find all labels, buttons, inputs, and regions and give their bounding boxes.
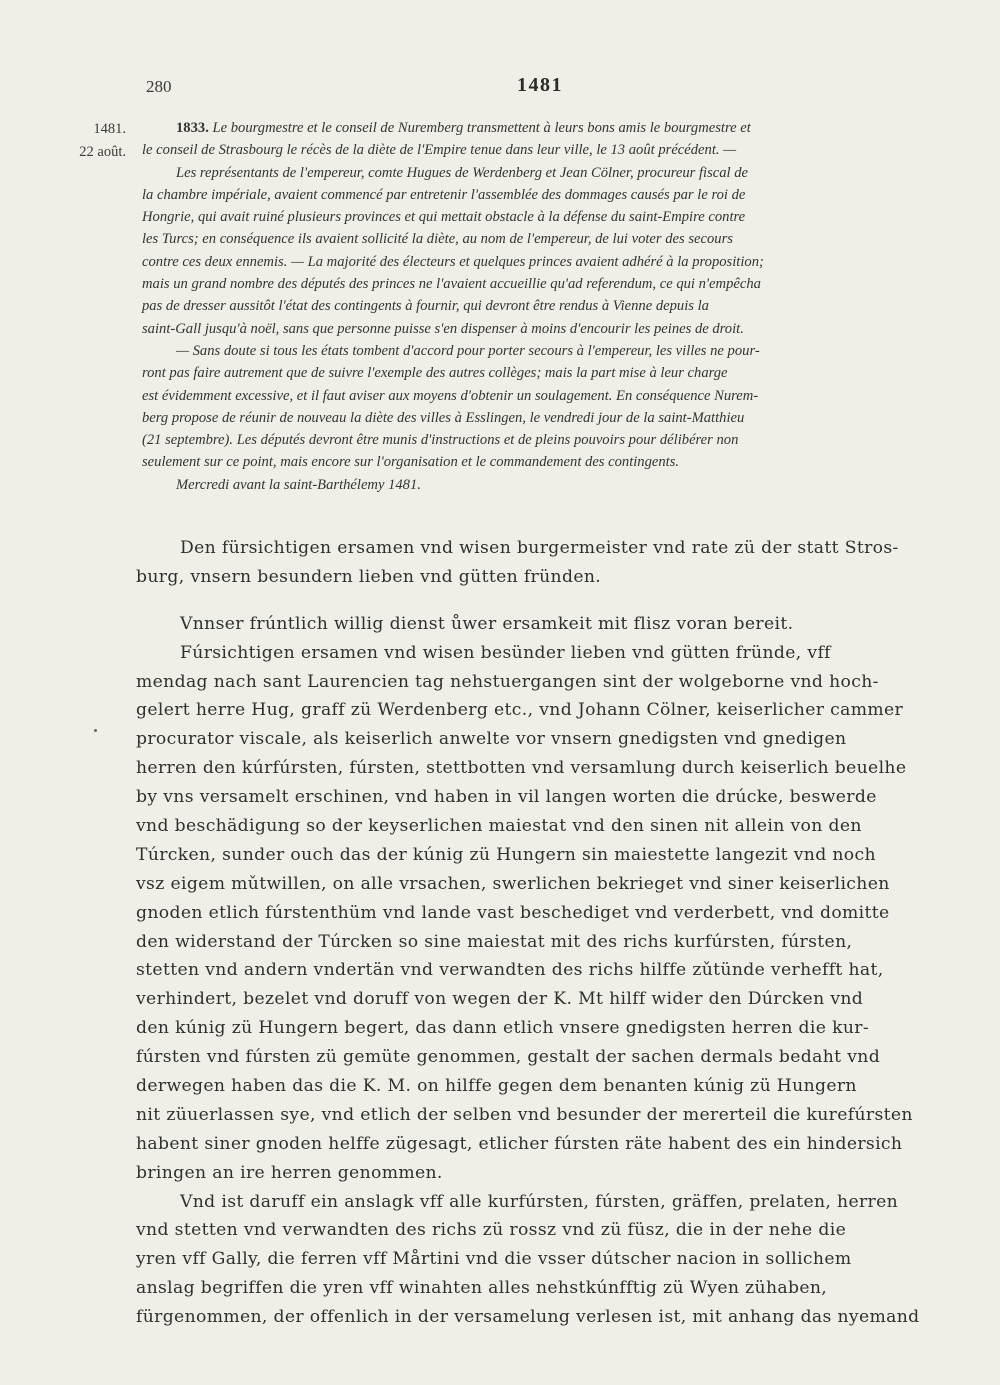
paragraph-line: gelert herre Hug, graff zü Werdenberg etc., vnd Johann Cölner, keiserlicher cammer <box>136 700 904 721</box>
paragraph-line: den kúnig zü Hungern begert, das dann etlich vnsere gnedigsten herren die kur- <box>136 1018 869 1039</box>
paragraph-line: Túrcken, sunder ouch das der kúnig zü Hungern sin maiestette langezit vnd noch <box>136 844 876 865</box>
summary-line <box>142 117 930 139</box>
summary-line: pas de dresser aussitôt l'état des contingents à fournir, qui devront être rendus à Vienne depuis la <box>142 298 709 315</box>
summary-line: mais un grand nombre des députés des princes ne l'avaient accueillie qu'ad referendum, ce qui n'empêcha <box>142 276 761 293</box>
margin-day: 22 août. <box>79 143 126 160</box>
summary-line: — Sans doute si tous les états tombent d'accord pour porter secours à l'empereur, les villes ne pour- <box>176 342 760 359</box>
paragraph-line: verhindert, bezelet vnd doruff von wegen der K. Mt hilff wider den Dúrcken vnd <box>136 989 864 1010</box>
summary-line: contre ces deux ennemis. — La majorité des électeurs et quelques princes avaient adhéré à la proposition; <box>142 253 764 270</box>
paragraph-line: procurator viscale, als keiserlich anwelte vor vnsern gnedigsten vnd gnedigen <box>136 729 847 750</box>
paragraph-line: fürgenommen, der offenlich in der versamelung verlesen ist, mit anhang das nyemand <box>136 1307 920 1328</box>
summary-line: Hongrie, qui avait ruiné plusieurs provinces et qui mettait obstacle à la défense du saint-Empire contre <box>142 209 746 226</box>
paragraph-line: gnoden etlich fúrstenthüm vnd lande vast beschediget vnd verderbett, vnd domitte <box>136 902 890 923</box>
paragraph-line: Fúrsichtigen ersamen vnd wisen besünder lieben vnd gütten fründe, vff <box>180 642 831 663</box>
paragraph-line: habent siner gnoden helffe zügesagt, etlicher fúrsten räte habent des ein hindersich <box>136 1133 903 1154</box>
margin-year: 1481. <box>93 121 126 137</box>
paragraph-line: fúrsten vnd fúrsten zü gemüte genommen, gestalt der sachen dermals bedaht vnd <box>136 1047 881 1068</box>
greeting-line: Vnnser frúntlich willig dienst ůwer ersamkeit mit flisz voran bereit. <box>180 613 794 634</box>
summary-line: saint-Gall jusqu'à noël, sans que personne puisse s'en dispenser à moins d'encourir les peines de droit. <box>142 320 744 337</box>
paragraph-line: nit züuerlassen sye, vnd etlich der selben vnd besunder der mererteil die kurefúrsten <box>136 1104 913 1125</box>
margin-date <box>58 118 126 163</box>
paragraph-line: bringen an ire herren genommen. <box>136 1162 443 1183</box>
summary-line: (21 septembre). Les députés devront être munis d'instructions et de pleins pouvoirs pour délibérer non <box>142 432 739 449</box>
paragraph-line: anslag begriffen die yren vff winahten alles nehstkúnfftig zü Wyen zühaben, <box>136 1278 828 1299</box>
summary-dateline: Mercredi avant la saint-Barthélemy 1481. <box>176 476 421 493</box>
summary-line: la chambre impériale, avaient commencé par entretenir l'assemblée des dommages causés par le roi de <box>142 186 746 203</box>
paragraph-line: stetten vnd andern vndertän vnd verwandten des richs hilffe zǔtünde verhefft hat, <box>136 960 884 981</box>
summary-line: le conseil de Strasbourg le récès de la diète de l'Empire tenue dans leur ville, le 13 août précédent. — <box>142 142 737 159</box>
summary-first-line: Le bourgmestre et le conseil de Nuremberg transmettent à leurs bons amis le bourgmestre et <box>212 120 751 136</box>
summary-line: Les représentants de l'empereur, comte Hugues de Werdenberg et Jean Cölner, procureur fiscal de <box>176 164 749 181</box>
page-number: 280 <box>146 77 172 96</box>
running-title: 1481 <box>517 74 563 96</box>
paragraph-line: vsz eigem mǔtwillen, on alle vrsachen, swerlichen bekrieget vnd siner keiserlichen <box>136 873 890 894</box>
paragraph-line: derwegen haben das die K. M. on hilffe gegen dem benanten kúnig zü Hungern <box>136 1076 857 1097</box>
address-line: Den fürsichtigen ersamen vnd wisen burgermeister vnd rate zü der statt Stros- <box>180 538 899 558</box>
paragraph-line: vnd stetten vnd verwandten des richs zü rossz vnd zü füsz, die in der nehe die <box>136 1220 847 1241</box>
paragraph-line: herren den kúrfúrsten, fúrsten, stettbotten vnd versamlung durch keiserlich beuelhe <box>136 758 907 779</box>
paragraph-line: Vnd ist daruff ein anslagk vff alle kurfúrsten, fúrsten, gräffen, prelaten, herren <box>180 1191 899 1212</box>
summary-line: ront pas faire autrement que de suivre l'exemple des autres collèges; mais la part mise à leur charge <box>142 365 728 382</box>
summary-line: les Turcs; en conséquence ils avaient sollicité la diète, au nom de l'empereur, de lui voter des secours <box>142 231 733 248</box>
paragraph-line: vnd beschädigung so der keyserlichen maiestat vnd den sinen nit allein von den <box>136 816 862 837</box>
document-number: 1833. <box>176 120 209 136</box>
address-line: burg, vnsern besundern lieben vnd gütten fründen. <box>136 566 602 587</box>
paragraph-line: yren vff Gally, die ferren vff Mårtini vnd die vsser dútscher nacion in sollichem <box>136 1249 852 1270</box>
document-summary <box>142 117 930 496</box>
ink-speck <box>94 729 97 732</box>
paragraph-line: den widerstand der Túrcken so sine maiestat mit des richs kurfúrsten, fúrsten, <box>136 931 853 952</box>
summary-line: berg propose de réunir de nouveau la diète des villes à Esslingen, le vendredi jour de la saint-Matthieu <box>142 409 745 426</box>
paragraph-line: by vns versamelt erschinen, vnd haben in vil langen worten die drúcke, beswerde <box>136 787 877 808</box>
paragraph-line: mendag nach sant Laurencien tag nehstuergangen sint der wolgeborne vnd hoch- <box>136 671 879 692</box>
summary-line: seulement sur ce point, mais encore sur l'organisation et le commandement des contingents. <box>142 454 680 471</box>
summary-line: est évidemment excessive, et il faut aviser aux moyens d'obtenir un soulagement. En conséquence Nurem- <box>142 387 759 404</box>
letter-text <box>136 534 926 1332</box>
